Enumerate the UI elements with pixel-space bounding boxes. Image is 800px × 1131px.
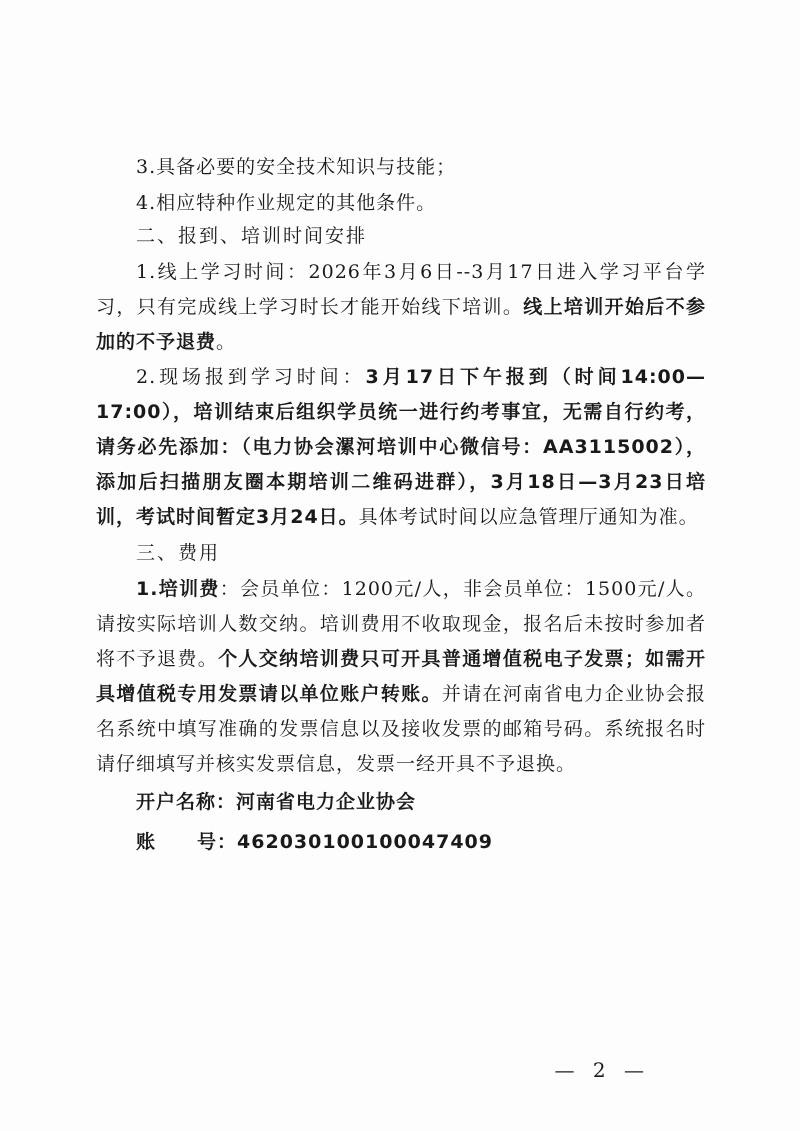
online-study-end: 。 <box>216 331 237 353</box>
account-number-label-1: 账 <box>136 831 198 853</box>
onsite-registration-details: 3月17日下午报到（时间14:00—17:00），培训结束后组织学员统一进行约考事宜，无需自行约考，请务必先添加：（电力协会漯河培训中心微信号：AA3115002），添加后扫描朋友圈本期培训二维码进群），3月18日—3月23日培训，考试时间暂定3月24日。 <box>96 366 707 528</box>
account-name-value: 河南省电力企业协会 <box>236 791 417 813</box>
online-study-paragraph <box>96 255 706 360</box>
account-number-label-2: 号： <box>197 831 238 853</box>
account-number-row <box>96 822 706 862</box>
onsite-registration-end: 具体考试时间以应急管理厅通知为准。 <box>358 506 699 528</box>
account-name-row <box>96 782 706 822</box>
account-number-value: 462030100100047409 <box>237 831 493 853</box>
online-study-text: 1.线上学习时间：2026年3月6日--3月17日进入学习平台学习，只有完成线上学习时长才能开始线下培训。 <box>96 261 706 318</box>
invoice-instructions: 并请在河南省电力企业协会报名系统中填写准确的发票信息以及接收发票的邮箱号码。系统报名时请仔细填写并核实发票信息，发票一经开具不予退换。 <box>96 683 706 775</box>
online-study-refund-note: 线上培训开始后不参加的不予退费 <box>96 296 706 353</box>
invoice-note: 个人交纳培训费只可开具普通增值税电子发票；如需开具增值税专用发票请以单位账户转账。 <box>96 648 706 705</box>
training-fee-paragraph <box>96 572 706 782</box>
training-fee-label: 1.培训费 <box>136 578 220 600</box>
onsite-registration-paragraph <box>96 360 706 535</box>
document-body <box>96 152 706 862</box>
section-heading-fees: 三、费用 <box>136 542 221 564</box>
account-name-label: 开户名称： <box>136 791 237 813</box>
condition-item-4: 4.相应特种作业规定的其他条件。 <box>136 192 437 214</box>
training-fee-text: ：会员单位：1200元/人，非会员单位：1500元/人。请按实际培训人数交纳。培训费用不收取现金，报名后未按时参加者将不予退费。 <box>96 578 706 670</box>
onsite-registration-text: 2.现场报到学习时间： <box>136 366 366 388</box>
page-number: — 2 — <box>554 1058 650 1082</box>
section-heading-schedule: 二、报到、培训时间安排 <box>136 225 368 247</box>
condition-item-3: 3.具备必要的安全技术知识与技能； <box>136 156 457 178</box>
